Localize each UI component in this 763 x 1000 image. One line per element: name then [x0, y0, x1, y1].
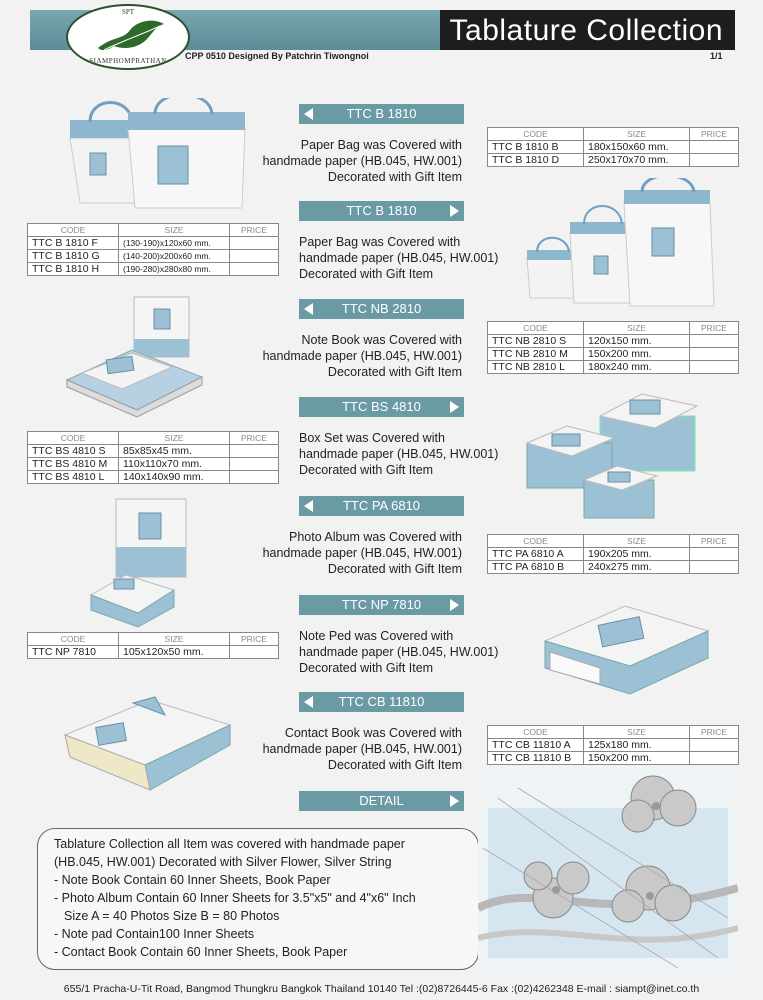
desc-line: handmade paper (HB.045, HW.001) [299, 251, 499, 265]
col-size: SIZE [584, 726, 690, 739]
arrow-left-icon [304, 696, 313, 708]
arrow-left-icon [304, 303, 313, 315]
notebook-image [62, 295, 207, 425]
col-price: PRICE [230, 633, 279, 646]
silver-flower-detail-image [478, 768, 738, 973]
arrow-left-icon [304, 108, 313, 120]
desc-line: handmade paper (HB.045, HW.001) [262, 154, 462, 168]
section-description [299, 628, 514, 676]
detail-line: - Photo Album Contain 60 Inner Sheets for 3.5"x5" and 4"x6" Inch [54, 891, 416, 905]
detail-box [37, 828, 479, 970]
table-row: TTC NB 2810 L 180x240 mm. [488, 361, 739, 374]
desc-line: Note Book was Covered with [301, 333, 462, 347]
detail-line: (HB.045, HW.001) Decorated with Silver Flower, Silver String [54, 855, 392, 869]
desc-line: handmade paper (HB.045, HW.001) [299, 645, 499, 659]
col-size: SIZE [119, 224, 230, 237]
company-logo [66, 4, 190, 70]
section-description [299, 234, 514, 282]
page-title: Tablature Collection [449, 14, 723, 47]
section-description [247, 529, 462, 577]
col-size: SIZE [584, 535, 690, 548]
footer-address: 655/1 Pracha-U-Tit Road, Bangmod Thungkru Bangkok Thailand 10140 Tel :(02)8726445-6 Fax :(02)4262348 E-mail : siampt@inet.co.th [63, 983, 700, 995]
table-row: TTC CB 11810 A 125x180 mm. [488, 739, 739, 752]
table-row: TTC NP 7810 105x120x50 mm. [28, 646, 279, 659]
desc-line: Photo Album was Covered with [288, 530, 462, 544]
logo-text-top: SPT [121, 8, 135, 16]
desc-line: Box Set was Covered with [299, 431, 445, 445]
table-row: TTC BS 4810 L 140x140x90 mm. [28, 471, 279, 484]
col-price: PRICE [690, 535, 739, 548]
section-bar-ttc-np-7810 [299, 595, 464, 615]
note-pad-image [540, 596, 715, 696]
col-price: PRICE [230, 432, 279, 445]
desc-line: Decorated with Gift Item [327, 170, 462, 184]
col-code: CODE [488, 726, 584, 739]
desc-line: handmade paper (HB.045, HW.001) [299, 447, 499, 461]
section-description [247, 725, 462, 773]
section-bar-ttc-nb-2810 [299, 299, 464, 319]
section-title: TTC B 1810 [346, 106, 417, 121]
table-row: TTC PA 6810 A 190x205 mm. [488, 548, 739, 561]
contact-book-image [55, 695, 235, 800]
col-size: SIZE [119, 633, 230, 646]
col-code: CODE [28, 633, 119, 646]
section-bar-ttc-pa-6810 [299, 496, 464, 516]
spec-table [487, 127, 739, 167]
detail-bar [299, 791, 464, 811]
col-price: PRICE [690, 128, 739, 141]
desc-line: Note Ped was Covered with [299, 629, 454, 643]
col-code: CODE [28, 224, 119, 237]
detail-line: Tablature Collection all Item was covered with handmade paper [54, 837, 405, 851]
col-price: PRICE [230, 224, 279, 237]
detail-line: Size A = 40 Photos Size B = 80 Photos [64, 909, 280, 923]
logo-text-bottom: SIAMPHOMPRATHAN [89, 57, 167, 65]
section-bar-ttc-b-1810-b [299, 201, 464, 221]
table-row: TTC BS 4810 S 85x85x45 mm. [28, 445, 279, 458]
paper-bag-set-image [522, 178, 717, 308]
spec-table [27, 223, 279, 276]
section-title: TTC PA 6810 [342, 498, 421, 513]
section-bar-ttc-cb-11810 [299, 692, 464, 712]
spec-table [487, 321, 739, 374]
page-number: 1/1 [710, 51, 723, 61]
col-size: SIZE [584, 322, 690, 335]
desc-line: Decorated with Gift Item [299, 661, 434, 675]
design-credit: CPP 0510 Designed By Patchrin Tiwongnoi [185, 51, 369, 61]
arrow-right-icon [450, 205, 459, 217]
table-row: TTC B 1810 B 180x150x60 mm. [488, 141, 739, 154]
desc-line: Decorated with Gift Item [327, 562, 462, 576]
desc-line: Decorated with Gift Item [299, 463, 434, 477]
section-description [247, 137, 462, 185]
spec-table [487, 534, 739, 574]
photo-album-image [86, 495, 191, 630]
desc-line: handmade paper (HB.045, HW.001) [262, 546, 462, 560]
section-bar-ttc-bs-4810 [299, 397, 464, 417]
section-title: TTC BS 4810 [342, 399, 421, 414]
col-code: CODE [488, 535, 584, 548]
box-set-image [522, 388, 712, 523]
table-row: TTC NB 2810 S 120x150 mm. [488, 335, 739, 348]
detail-title: DETAIL [359, 793, 404, 808]
col-size: SIZE [584, 128, 690, 141]
arrow-right-icon [450, 599, 459, 611]
detail-line: - Contact Book Contain 60 Inner Sheets, Book Paper [54, 945, 348, 959]
col-size: SIZE [119, 432, 230, 445]
col-price: PRICE [690, 322, 739, 335]
section-title: TTC NP 7810 [341, 597, 422, 612]
desc-line: Paper Bag was Covered with [300, 138, 462, 152]
col-price: PRICE [690, 726, 739, 739]
section-title: TTC NB 2810 [341, 301, 422, 316]
desc-line: Contact Book was Covered with [284, 726, 462, 740]
spec-table [27, 431, 279, 484]
detail-line: - Note pad Contain100 Inner Sheets [54, 927, 255, 941]
col-code: CODE [28, 432, 119, 445]
paper-bag-image [60, 98, 250, 210]
detail-line: - Note Book Contain 60 Inner Sheets, Book Paper [54, 873, 331, 887]
spec-table [487, 725, 739, 765]
table-row: TTC B 1810 H (190-280)x280x80 mm. [28, 263, 279, 276]
desc-line: Decorated with Gift Item [299, 267, 434, 281]
table-row: TTC CB 11810 B 150x200 mm. [488, 752, 739, 765]
arrow-right-icon [450, 401, 459, 413]
table-row: TTC BS 4810 M 110x110x70 mm. [28, 458, 279, 471]
table-row: TTC B 1810 D 250x170x70 mm. [488, 154, 739, 167]
col-code: CODE [488, 128, 584, 141]
table-row: TTC NB 2810 M 150x200 mm. [488, 348, 739, 361]
table-row: TTC B 1810 G (140-200)x200x60 mm. [28, 250, 279, 263]
section-description [299, 430, 514, 478]
arrow-right-icon [450, 795, 459, 807]
desc-line: Decorated with Gift Item [327, 758, 462, 772]
spec-table [27, 632, 279, 659]
col-code: CODE [488, 322, 584, 335]
desc-line: handmade paper (HB.045, HW.001) [262, 742, 462, 756]
arrow-left-icon [304, 500, 313, 512]
section-description [247, 332, 462, 380]
desc-line: handmade paper (HB.045, HW.001) [262, 349, 462, 363]
table-row: TTC PA 6810 B 240x275 mm. [488, 561, 739, 574]
table-row: TTC B 1810 F (130-190)x120x60 mm. [28, 237, 279, 250]
desc-line: Paper Bag was Covered with [299, 235, 461, 249]
section-title: TTC CB 11810 [338, 694, 425, 709]
desc-line: Decorated with Gift Item [327, 365, 462, 379]
section-title: TTC B 1810 [346, 203, 417, 218]
section-bar-ttc-b-1810 [299, 104, 464, 124]
